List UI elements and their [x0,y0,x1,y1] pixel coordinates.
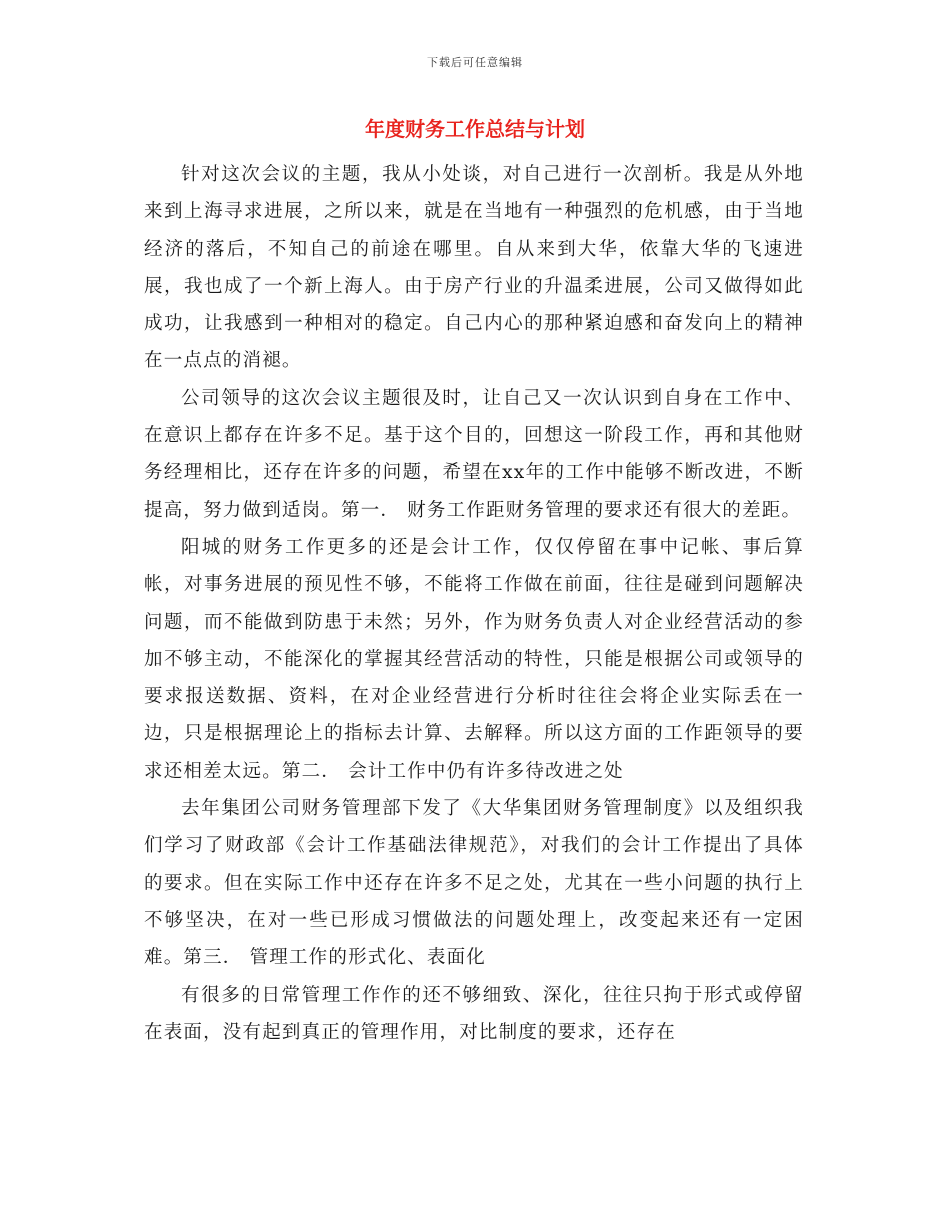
header-note: 下载后可任意编辑 [427,56,523,69]
document-title: 年度财务工作总结与计划 [365,117,585,141]
paragraph: 公司领导的这次会议主题很及时，让自己又一次认识到自身在工作中、在意识上都存在许多不足。基于这个目的，回想这一阶段工作，再和其他财务经理相比，还存在许多的问题，希望在xx年的工作中能够不断改进，不断提高，努力做到适岗。第一． 财务工作距财务管理的要求还有很大的差距。 [144,387,804,521]
paragraph: 去年集团公司财务管理部下发了《大华集团财务管理制度》以及组织我们学习了财政部《会计工作基础法律规范》，对我们的会计工作提出了具体的要求。但在实际工作中还存在许多不足之处，尤其在一些小问题的执行上不够坚决，在对一些已形成习惯做法的问题处理上，改变起来还有一定困难。第三． 管理工作的形式化、表面化 [144,798,804,969]
paragraph: 针对这次会议的主题，我从小处谈，对自己进行一次剖析。我是从外地来到上海寻求进展，之所以来，就是在当地有一种强烈的危机感，由于当地经济的落后，不知自己的前途在哪里。自从来到大华，依靠大华的飞速进展，我也成了一个新上海人。由于房产行业的升温柔进展，公司又做得如此成功，让我感到一种相对的稳定。自己内心的那种紧迫感和奋发向上的精神在一点点的消褪。 [144,164,804,372]
document-body [144,156,804,1051]
paragraph: 阳城的财务工作更多的还是会计工作，仅仅停留在事中记帐、事后算帐，对事务进展的预见性不够，不能将工作做在前面，往往是碰到问题解决问题，而不能做到防患于未然；另外，作为财务负责人对企业经营活动的参加不够主动，不能深化的掌握其经营活动的特性，只能是根据公司或领导的要求报送数据、资料，在对企业经营进行分析时往往会将企业实际丢在一边，只是根据理论上的指标去计算、去解释。所以这方面的工作距领导的要求还相差太远。第二． 会计工作中仍有许多待改进之处 [144,536,804,782]
paragraph: 有很多的日常管理工作作的还不够细致、深化，往往只拘于形式或停留在表面，没有起到真正的管理作用，对比制度的要求，还存在 [144,984,804,1043]
